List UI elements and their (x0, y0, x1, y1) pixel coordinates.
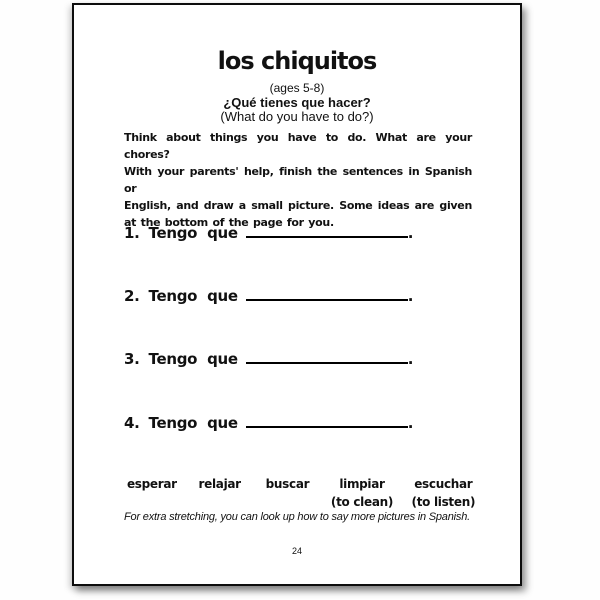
word-bank-word: esperar (126, 477, 177, 491)
item-number: 4. (124, 414, 140, 432)
answer-blank (246, 284, 408, 301)
word-bank-translation: (to listen) (411, 495, 476, 509)
word-bank-word: relajar (198, 477, 241, 491)
sentence-item-3 (124, 347, 413, 368)
word-bank-word: buscar (265, 477, 310, 491)
answer-blank (246, 411, 408, 428)
sentence-item-1 (124, 221, 413, 242)
item-number: 2. (124, 287, 140, 305)
item-number: 1. (124, 224, 140, 242)
age-range: (ages 5-8) (269, 81, 325, 95)
word-bank-word: limpiar (339, 477, 385, 491)
question-spanish: ¿Qué tienes que hacer? (223, 95, 371, 110)
question-english: (What do you have to do?) (220, 109, 374, 124)
item-prompt: Tengo que (148, 287, 238, 305)
sentence-item-2 (124, 284, 413, 305)
answer-blank (246, 347, 408, 364)
instructions-text (124, 129, 472, 231)
word-bank (118, 477, 484, 513)
word-bank-translation: (to clean) (330, 495, 394, 509)
worksheet-title: los chiquitos (217, 47, 377, 75)
footnote: For extra stretching, you can look up how to say more pictures in Spanish. (124, 511, 470, 523)
item-period: . (407, 414, 414, 432)
item-period: . (407, 350, 414, 368)
instructions-line: English, and draw a small picture. Some ideas are given (124, 199, 472, 212)
item-period: . (407, 287, 414, 305)
sentence-item-4 (124, 411, 413, 432)
instructions-line: Think about things you have to do. What are your chores? (124, 131, 472, 161)
instructions-line: at the bottom of the page for you. (124, 216, 334, 229)
answer-blank (246, 221, 408, 238)
item-number: 3. (124, 350, 140, 368)
item-prompt: Tengo que (148, 350, 238, 368)
item-prompt: Tengo que (148, 414, 238, 432)
word-bank-word: escuchar (414, 477, 473, 491)
worksheet-page (72, 3, 522, 586)
page-number: 24 (291, 546, 302, 556)
instructions-line: With your parents' help, finish the sentences in Spanish or (124, 165, 472, 195)
item-period: . (407, 224, 414, 242)
item-prompt: Tengo que (148, 224, 238, 242)
